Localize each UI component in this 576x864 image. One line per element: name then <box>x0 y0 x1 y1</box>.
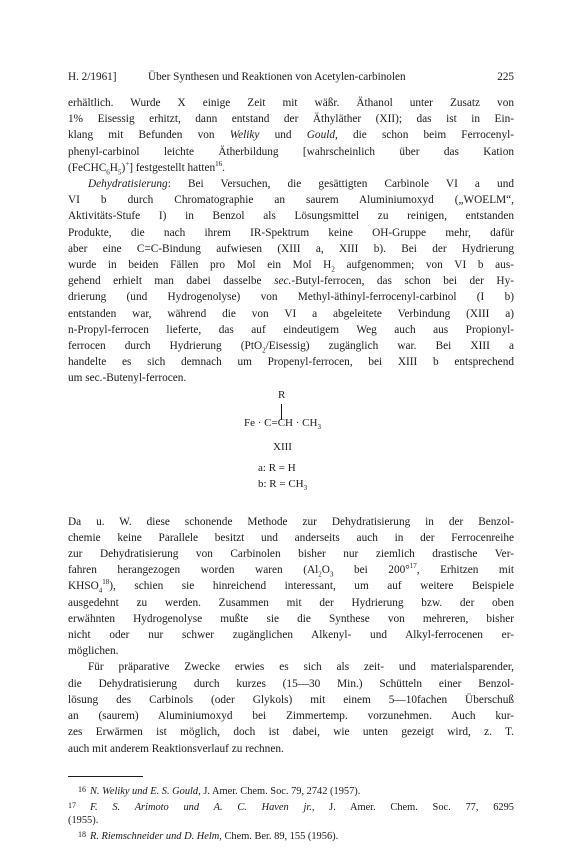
text-line: Da u. W. diese schonende Methode zur Dehydratisierung in der Benzol- <box>68 515 514 528</box>
text-line: drierung (und Hydrogenolyse) von Methyl-äthinyl-ferrocenyl-carbinol (I b) <box>68 291 514 304</box>
text-line: Produkte, die nach ihrem IR-Spektrum keine OH-Gruppe mehr, dafür <box>68 226 514 239</box>
text-line: klang mit Befunden von Weliky und Gould, die schon beim Ferrocenyl- <box>68 129 514 142</box>
header-title: Über Synthesen und Reaktionen von Acetylen-carbinolen <box>148 71 406 83</box>
body-text <box>68 95 514 757</box>
formula-variant-a: a: R = H <box>258 461 296 474</box>
text-line: VI b durch Chromatographie an saurem Aluminiumoxyd („WOELM“, <box>68 194 514 207</box>
text-line: handelte es sich demnach um Propenyl-ferrocen, bei XIII b entsprechend <box>68 356 514 369</box>
footnote-17-continued: (1955). <box>68 815 99 827</box>
formula-substituent-r: R <box>278 388 286 401</box>
structural-formula-xiii <box>68 389 514 514</box>
text-line: ferrocen durch Hydrierung (PtO$_2$/Eisessig) zugänglich war. Bei XIII a <box>68 340 514 355</box>
footnote-reference: Chem. Ber. 89, 155 (1956). <box>224 830 339 842</box>
text-line: erwähnten Hydrogenolyse mußte sie die Synthese von mehreren, bisher <box>68 612 514 625</box>
paragraph-preparative <box>68 659 514 756</box>
paragraph-dehydration <box>68 176 514 387</box>
footnote-number: 16 <box>78 785 86 794</box>
formula-variant-b: b: $R = CH_3$ <box>258 477 308 492</box>
text-line: Dehydratisierung: Bei Versuchen, die gesättigten Carbinole VI a und <box>88 178 514 191</box>
text-line: auch mit anderem Reaktionsverlauf zu rechnen. <box>68 742 284 755</box>
text-line: aber eine C=C-Bindung aufwiesen (XIII a, XIII b). Bei der Hydrierung <box>68 242 514 255</box>
footnote-17 <box>68 799 514 815</box>
text-line: erhältlich. Wurde X einige Zeit mit wäßr. Äthanol unter Zusatz von <box>68 97 514 109</box>
text-line: gehend erhielt man dabei dasselbe sec.-Butyl-ferrocen, das schon bei der Hy- <box>68 275 514 288</box>
footnotes <box>68 783 514 843</box>
text-line: chemie keine Parallele besitzt und anderseits auch in der Ferrocenreihe <box>68 531 514 544</box>
text-line: wurde in beiden Fällen pro Mol ein Mol $H_2$ aufgenommen; von VI b aus- <box>68 259 514 274</box>
footnote-16 <box>68 783 514 799</box>
formula-main-chain: $Fe \cdot C=CH \cdot CH_3$ <box>244 416 321 431</box>
text-line: nicht oder nur schwer zugänglichen Alkenyl- und Alkyl-ferrocenen er- <box>68 629 514 642</box>
text-line: Für präparative Zwecke erwies es sich als zeit- und materialsparender, <box>88 661 514 674</box>
text-line: zur Dehydratisierung von Carbinolen bisher nur ziemlich drastische Ver- <box>68 548 514 561</box>
text-line: möglichen. <box>68 645 119 658</box>
text-line: $(FeCHC_6H_5)^+$] festgestellt hatten$^{16}$. <box>68 160 225 177</box>
text-line: entstanden war, während die von VI a abgeleitete Verbindung (XIII a) <box>68 307 514 320</box>
text-line: um sec.-Butenyl-ferrocen. <box>68 372 187 385</box>
paragraph-ether-formation <box>68 95 514 176</box>
page-number: 225 <box>497 71 514 83</box>
footnote-rule <box>68 776 143 777</box>
footnote-reference: J. Amer. Chem. Soc. 79, 2742 (1957). <box>203 786 361 797</box>
text-line: zes Erwärmen ist möglich, doch ist dabei, wie unten gezeigt wird, z. T. <box>68 726 514 739</box>
text-line: n-Propyl-ferrocen lieferte, das auf eindeutigem Weg auch aus Propionyl- <box>68 323 514 336</box>
header-issue: H. 2/1961] <box>68 71 117 83</box>
text-line: $KHSO_4^{18}$), schien sie hinreichend interessant, um auf weitere Beispiele <box>68 578 514 595</box>
paragraph-method-significance <box>68 514 514 660</box>
footnote-authors: F. S. Arimoto und A. C. Haven jr., <box>90 801 315 813</box>
footnote-number: 18 <box>78 829 86 839</box>
text-line: phenyl-carbinol leichte Ätherbildung [wahrscheinlich über das Kation <box>68 145 514 158</box>
footnote-number: 17 <box>68 800 76 810</box>
footnote-authors: R. Riemschneider und D. Helm, <box>90 830 222 842</box>
footnote-18 <box>68 828 514 844</box>
footnote-authors: N. Weliky und E. S. Gould, <box>90 786 201 797</box>
formula-compound-label: XIII <box>273 440 292 453</box>
text-line: die Dehydratisierung durch kurzes (15—30 Min.) Schütteln einer Benzol- <box>68 677 514 690</box>
text-line: an (saurem) Aluminiumoxyd bei Zimmertemp. vorzunehmen. Auch kur- <box>68 710 514 723</box>
footnote-reference: J. Amer. Chem. Soc. 77, 6295 <box>329 801 514 813</box>
text-line: 1% Eisessig erhitzt, dann entstand der Äthyläther (XII); das ist in Ein- <box>68 113 514 126</box>
text-line: ausgedehnt zu werden. Zusammen mit der Hydrierung bzw. der oben <box>68 596 514 609</box>
text-line: lösung des Carbinols (oder Glykols) mit einem 5—10fachen Überschuß <box>68 693 514 706</box>
text-line: Aktivitäts-Stufe I) in Benzol als Lösungsmittel zu reinigen, entstanden <box>68 210 514 223</box>
text-line: fahren herangezogen worden waren ($Al_2O_3$ bei 200°$^{17}$, Erhitzen mit <box>68 562 514 579</box>
